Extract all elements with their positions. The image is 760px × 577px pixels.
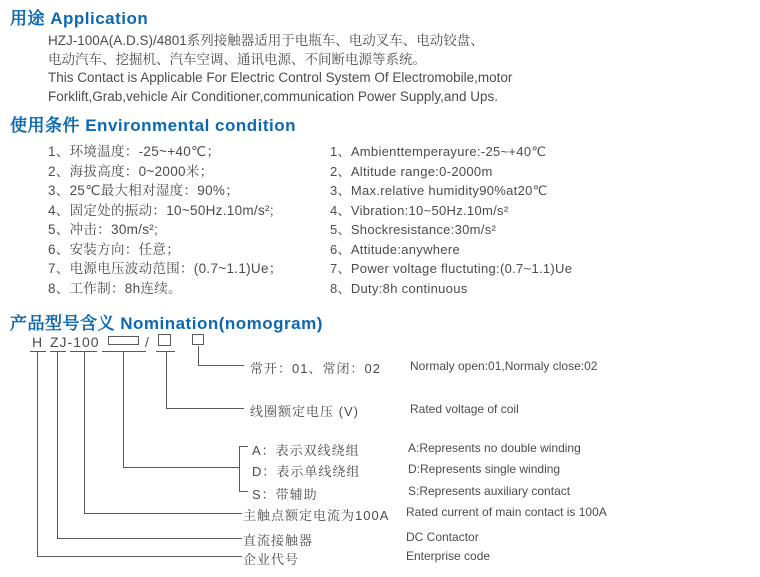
env-en-item: 6、Attitude:anywhere bbox=[330, 241, 460, 257]
label-en-coil-voltage: Rated voltage of coil bbox=[410, 402, 519, 416]
label-en-open-close: Normaly open:01,Normaly close:02 bbox=[410, 359, 598, 373]
label-cn-double-winding: A：表示双线绕组 bbox=[252, 443, 360, 458]
application-heading: 用途 Application bbox=[10, 9, 149, 28]
leader-sq2 bbox=[198, 346, 199, 365]
label-en-auxiliary: S:Represents auxiliary contact bbox=[408, 484, 571, 498]
underline-rect bbox=[102, 351, 146, 352]
model-winding-placeholder-box bbox=[158, 334, 171, 346]
label-cn-auxiliary: S：带辅助 bbox=[252, 487, 318, 502]
leader-row-current bbox=[84, 513, 242, 514]
bracket-stub-bottom bbox=[239, 491, 248, 492]
env-en-item: 8、Duty:8h continuous bbox=[330, 280, 468, 296]
application-text-line: Forklift,Grab,vehicle Air Conditioner,communication Power Supply,and Ups. bbox=[48, 89, 498, 104]
env-cn-item: 2、海拔高度：0~2000米； bbox=[48, 163, 214, 179]
model-code-zj100: ZJ-100 bbox=[50, 334, 100, 350]
leader-zj bbox=[57, 352, 58, 538]
env-en-item: 2、Altitude range:0-2000m bbox=[330, 163, 493, 179]
label-en-enterprise-code: Enterprise code bbox=[406, 549, 491, 563]
label-cn-enterprise-code: 企业代号 bbox=[243, 552, 300, 567]
application-text-line: This Contact is Applicable For Electric Control System Of Electromobile,motor bbox=[48, 70, 513, 85]
label-cn-single-winding: D：表示单线绕组 bbox=[252, 464, 361, 479]
underline-zj bbox=[50, 351, 66, 352]
env-cn-item: 1、环境温度：-25~+40℃； bbox=[48, 144, 221, 159]
leader-row-winding bbox=[123, 467, 239, 468]
env-en-item: 4、Vibration:10~50Hz.10m/s² bbox=[330, 202, 509, 218]
label-en-dc-contactor: DC Contactor bbox=[406, 530, 479, 544]
env-cn-item: 8、工作制：8h连续。 bbox=[48, 280, 182, 296]
env-cn-item: 7、电源电压波动范围：(0.7~1.1)Ue； bbox=[48, 261, 283, 276]
model-slash: / bbox=[145, 334, 150, 350]
leader-h bbox=[37, 352, 38, 556]
leader-rect bbox=[123, 352, 124, 467]
model-code-h: H bbox=[32, 334, 44, 350]
environment-heading: 使用条件 Environmental condition bbox=[10, 116, 297, 135]
bracket-vertical bbox=[239, 446, 240, 492]
application-text-line: 电动汽车、挖掘机、汽车空调、通讯电源、不间断电源等系统。 bbox=[48, 52, 426, 67]
leader-row-enterprise bbox=[37, 556, 242, 557]
label-en-double-winding: A:Represents no double winding bbox=[408, 441, 581, 455]
nomination-heading: 产品型号含义 Nomination(nomogram) bbox=[10, 314, 323, 333]
label-cn-rated-current: 主触点额定电流为100A bbox=[243, 508, 390, 523]
leader-sq1 bbox=[166, 352, 167, 408]
env-en-item: 5、Shockresistance:30m/s² bbox=[330, 222, 497, 237]
env-cn-item: 5、冲击：30m/s²; bbox=[48, 222, 159, 237]
leader-row-dc-contactor bbox=[57, 538, 242, 539]
label-en-rated-current: Rated current of main contact is 100A bbox=[406, 505, 607, 519]
env-en-item: 7、Power voltage fluctuting:(0.7~1.1)Ue bbox=[330, 261, 573, 276]
label-cn-coil-voltage: 线圈额定电压 (V) bbox=[250, 404, 359, 419]
env-cn-item: 6、安装方向：任意； bbox=[48, 241, 181, 257]
underline-h bbox=[30, 351, 46, 352]
bracket-stub-top bbox=[239, 446, 248, 447]
env-en-item: 3、Max.relative humidity90%at20℃ bbox=[330, 183, 548, 198]
env-en-item: 1、Ambienttemperayure:-25~+40℃ bbox=[330, 144, 547, 159]
env-cn-item: 3、25℃最大相对湿度：90%； bbox=[48, 183, 240, 198]
model-voltage-placeholder-box bbox=[108, 336, 139, 345]
label-en-single-winding: D:Represents single winding bbox=[408, 462, 561, 476]
env-cn-item: 4、固定处的振动：10~50Hz.10m/s²; bbox=[48, 202, 274, 218]
model-contact-placeholder-box bbox=[192, 334, 204, 345]
leader-row-coil-voltage bbox=[166, 408, 244, 409]
leader-row-open-close bbox=[198, 365, 244, 366]
label-cn-dc-contactor: 直流接触器 bbox=[243, 533, 314, 548]
leader-100 bbox=[84, 352, 85, 513]
label-cn-open-close: 常开：01、常闭：02 bbox=[250, 361, 381, 376]
application-text-line: HZJ-100A(A.D.S)/4801系列接触器适用于电瓶车、电动叉车、电动铰盘、 bbox=[48, 33, 484, 48]
